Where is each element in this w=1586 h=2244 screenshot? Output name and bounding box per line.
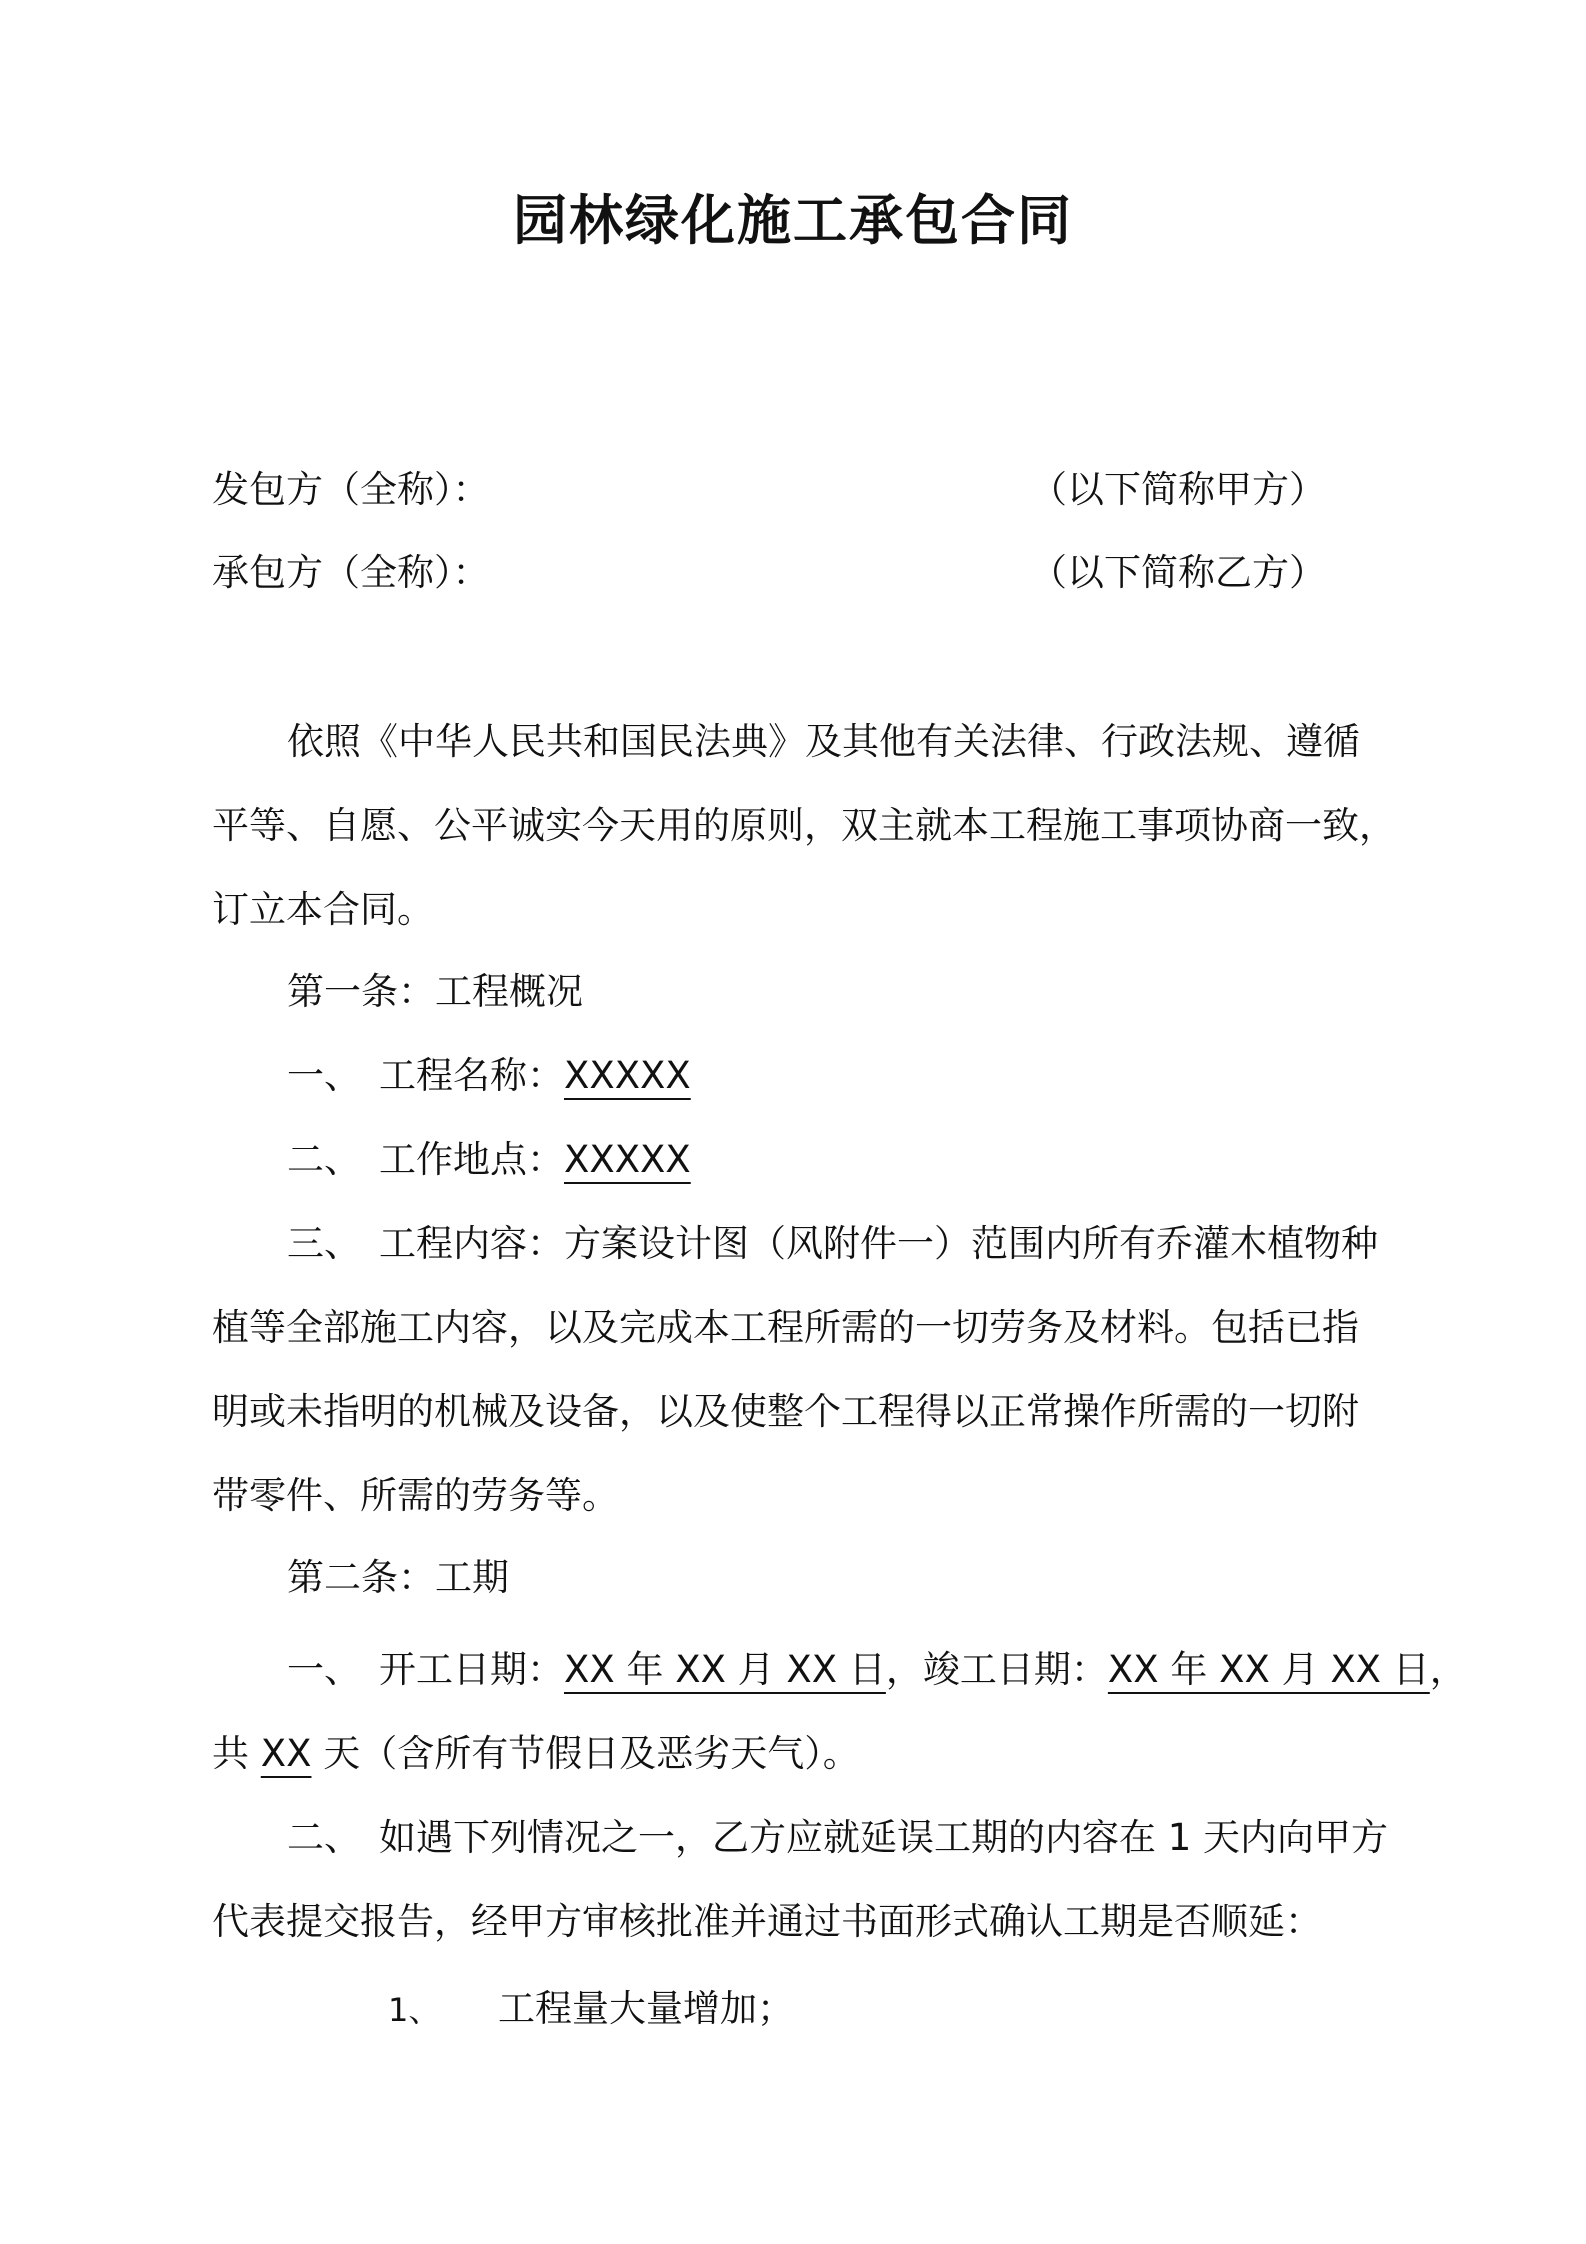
preamble-line-3: 订立本合同。 xyxy=(212,888,434,931)
work-location-value: XXXXX xyxy=(564,1138,691,1181)
work-content-line-2: 植等全部施工内容，以及完成本工程所需的一切劳务及材料。包括已指 xyxy=(212,1306,1359,1349)
article-2-heading: 第二条：工期 xyxy=(287,1556,509,1599)
work-content-line-3: 明或未指明的机械及设备，以及使整个工程得以正常操作所需的一切附 xyxy=(212,1390,1359,1433)
party-a-note: （以下简称甲方） xyxy=(1030,468,1326,511)
article-1-heading: 第一条：工程概况 xyxy=(287,970,583,1013)
item-marker: 二、 xyxy=(287,1816,361,1859)
delay-report-line-2: 代表提交报告，经甲方审核批准并通过书面形式确认工期是否顺延： xyxy=(212,1900,1322,1943)
total-days-prefix: 共 xyxy=(212,1732,261,1775)
document-title: 园林绿化施工承包合同 xyxy=(513,189,1073,252)
article-1-item-2 xyxy=(287,1136,691,1184)
start-date-value: XX 年 XX 月 XX 日 xyxy=(564,1648,886,1691)
end-date-punct: ， xyxy=(1429,1648,1467,1691)
end-date-value: XX 年 XX 月 XX 日 xyxy=(1107,1648,1430,1691)
item-marker: 三、 xyxy=(287,1222,361,1265)
work-content-line-4: 带零件、所需的劳务等。 xyxy=(212,1474,619,1517)
sub-item-text: 工程量大量增加； xyxy=(498,1987,794,2030)
party-b-note: （以下简称乙方） xyxy=(1030,551,1326,594)
item-marker: 一、 xyxy=(287,1648,361,1691)
preamble-line-2: 平等、自愿、公平诚实今天用的原则，双主就本工程施工事项协商一致， xyxy=(212,804,1396,847)
article-2-item-1 xyxy=(287,1646,1467,1694)
item-marker: 一、 xyxy=(287,1054,361,1097)
article-1-item-3 xyxy=(287,1220,1378,1268)
article-2-item-1-cont xyxy=(212,1730,860,1778)
total-days-suffix: 天（含所有节假日及恶劣天气）。 xyxy=(311,1732,860,1775)
article-2-item-2 xyxy=(287,1814,1388,1862)
party-a-label: 发包方（全称）： xyxy=(212,468,490,511)
party-b-label: 承包方（全称）： xyxy=(212,551,490,594)
delay-report-line-1: 如遇下列情况之一，乙方应就延误工期的内容在 1 天内向甲方 xyxy=(379,1816,1389,1859)
project-name-value: XXXXX xyxy=(564,1054,691,1097)
work-content-line-1: 工程内容：方案设计图（风附件一）范围内所有乔灌木植物种 xyxy=(379,1222,1378,1265)
start-date-label: 开工日期： xyxy=(379,1648,564,1691)
sub-item-marker: 1、 xyxy=(388,1991,441,2029)
work-location-label: 工作地点： xyxy=(379,1138,564,1181)
preamble-line-1: 依照《中华人民共和国民法典》及其他有关法律、行政法规、遵循 xyxy=(287,720,1360,763)
total-days-value: XX xyxy=(260,1732,312,1775)
article-2-sub-1 xyxy=(388,1985,794,2034)
item-marker: 二、 xyxy=(287,1138,361,1181)
article-1-item-1 xyxy=(287,1052,691,1100)
end-date-label: ，竣工日期： xyxy=(885,1648,1108,1691)
project-name-label: 工程名称： xyxy=(379,1054,564,1097)
